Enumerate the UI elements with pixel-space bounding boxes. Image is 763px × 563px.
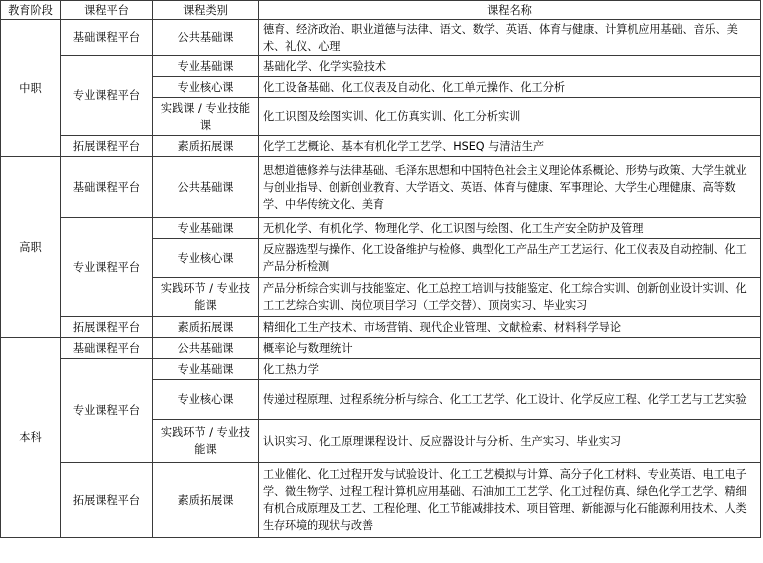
category-cell: 实践环节 / 专业技能课	[153, 420, 259, 463]
table-row	[1, 218, 761, 239]
header-stage: 教育阶段	[1, 1, 61, 20]
courses-cell: 德育、经济政治、职业道德与法律、语文、数学、英语、体育与健康、计算机应用基础、音乐、美术、礼仪、心理	[259, 20, 761, 56]
courses-cell: 化工识图及绘图实训、化工仿真实训、化工分析实训	[259, 98, 761, 136]
platform-cell: 专业课程平台	[61, 218, 153, 317]
courses-cell: 化学工艺概论、基本有机化学工艺学、HSEQ 与清洁生产	[259, 136, 761, 157]
category-cell: 专业核心课	[153, 239, 259, 278]
header-row	[1, 1, 761, 20]
table-row	[1, 20, 761, 56]
courses-cell: 思想道德修养与法律基础、毛泽东思想和中国特色社会主义理论体系概论、形势与政策、大学生就业与创业指导、创新创业教育、大学语文、英语、体育与健康、军事理论、大学生心理健康、高等数学、中华传统文化、美育	[259, 157, 761, 218]
platform-cell: 基础课程平台	[61, 20, 153, 56]
header-category: 课程类别	[153, 1, 259, 20]
courses-cell: 概率论与数理统计	[259, 338, 761, 359]
category-cell: 实践课 / 专业技能课	[153, 98, 259, 136]
category-cell: 专业基础课	[153, 56, 259, 77]
platform-cell: 拓展课程平台	[61, 317, 153, 338]
platform-cell: 专业课程平台	[61, 56, 153, 136]
category-cell: 专业基础课	[153, 359, 259, 380]
table-row	[1, 359, 761, 380]
courses-cell: 工业催化、化工过程开发与试验设计、化工工艺模拟与计算、高分子化工材料、专业英语、电工电子学、微生物学、过程工程计算机应用基础、石油加工工艺学、化工过程仿真、绿色化学工艺学、精细有机合成原理及工艺、工程伦理、化工节能减排技术、项目管理、新能源与化石能源利用技术、人类生存环境的现状与改善	[259, 463, 761, 538]
platform-cell: 拓展课程平台	[61, 463, 153, 538]
category-cell: 公共基础课	[153, 157, 259, 218]
category-cell: 素质拓展课	[153, 317, 259, 338]
platform-cell: 拓展课程平台	[61, 136, 153, 157]
category-cell: 素质拓展课	[153, 463, 259, 538]
stage-cell: 中职	[1, 20, 61, 157]
table-row	[1, 56, 761, 77]
courses-cell: 基础化学、化学实验技术	[259, 56, 761, 77]
courses-cell: 反应器选型与操作、化工设备维护与检修、典型化工产品生产工艺运行、化工仪表及自动控制、化工产品分析检测	[259, 239, 761, 278]
courses-cell: 传递过程原理、过程系统分析与综合、化工工艺学、化工设计、化学反应工程、化学工艺与工艺实验	[259, 380, 761, 420]
category-cell: 公共基础课	[153, 338, 259, 359]
category-cell: 实践环节 / 专业技能课	[153, 278, 259, 317]
category-cell: 专业核心课	[153, 380, 259, 420]
category-cell: 专业核心课	[153, 77, 259, 98]
courses-cell: 认识实习、化工原理课程设计、反应器设计与分析、生产实习、毕业实习	[259, 420, 761, 463]
platform-cell: 专业课程平台	[61, 359, 153, 463]
courses-cell: 化工热力学	[259, 359, 761, 380]
courses-cell: 无机化学、有机化学、物理化学、化工识图与绘图、化工生产安全防护及管理	[259, 218, 761, 239]
platform-cell: 基础课程平台	[61, 338, 153, 359]
courses-cell: 精细化工生产技术、市场营销、现代企业管理、文献检索、材料科学导论	[259, 317, 761, 338]
category-cell: 专业基础课	[153, 218, 259, 239]
stage-cell: 高职	[1, 157, 61, 338]
stage-cell: 本科	[1, 338, 61, 538]
platform-cell: 基础课程平台	[61, 157, 153, 218]
header-courses: 课程名称	[259, 1, 761, 20]
table-row	[1, 317, 761, 338]
table-row	[1, 338, 761, 359]
header-platform: 课程平台	[61, 1, 153, 20]
table-row	[1, 157, 761, 218]
courses-cell: 化工设备基础、化工仪表及自动化、化工单元操作、化工分析	[259, 77, 761, 98]
category-cell: 公共基础课	[153, 20, 259, 56]
table-row	[1, 136, 761, 157]
category-cell: 素质拓展课	[153, 136, 259, 157]
courses-cell: 产品分析综合实训与技能鉴定、化工总控工培训与技能鉴定、化工综合实训、创新创业设计实训、化工工艺综合实训、岗位项目学习（工学交替）、顶岗实习、毕业实习	[259, 278, 761, 317]
table-row	[1, 463, 761, 538]
